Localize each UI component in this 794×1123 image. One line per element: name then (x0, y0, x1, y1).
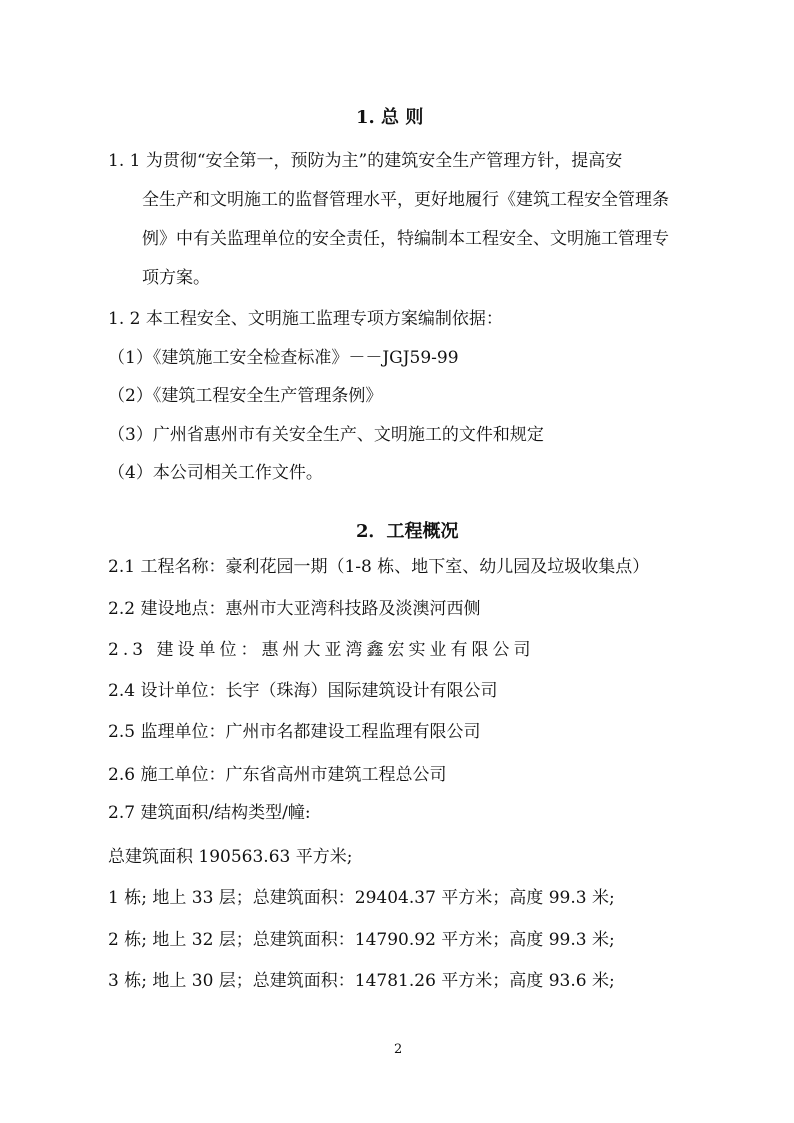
page-number: 2 (394, 1042, 403, 1057)
paragraph-1-2: 1. 2 本工程安全、文明施工监理专项方案编制依据： (108, 309, 503, 329)
overview-item-2-2: 2.2 建设地点：惠州市大亚湾科技路及淡澳河西侧 (108, 599, 481, 619)
overview-item-2-5: 2.5 监理单位：广州市名都建设工程监理有限公司 (108, 722, 481, 742)
section-1-heading: 1. 总 则 (356, 107, 424, 128)
overview-item-2-7: 2.7 建筑面积/结构类型/幢: (108, 803, 311, 823)
basis-item-4: （4）本公司相关工作文件。 (108, 463, 323, 483)
paragraph-1-1-line-1: 1. 1 为贯彻“安全第一，预防为主”的建筑安全生产管理方针，提高安 (108, 151, 623, 171)
paragraph-1-1-line-3: 例》中有关监理单位的安全责任，特编制本工程安全、文明施工管理专 (142, 229, 669, 249)
overview-item-2-1: 2.1 工程名称：豪利花园一期（1-8 栋、地下室、幼儿园及垃圾收集点） (108, 557, 650, 577)
basis-item-1: （1）《建筑施工安全检查标准》－－JGJ59-99 (108, 348, 459, 368)
overview-item-2-4: 2.4 设计单位：长宇（珠海）国际建筑设计有限公司 (108, 681, 498, 701)
basis-item-3: （3）广州省惠州市有关安全生产、文明施工的文件和规定 (108, 425, 544, 445)
overview-item-2-6: 2.6 施工单位：广东省高州市建筑工程总公司 (108, 765, 447, 785)
building-row: 2 栋; 地上 32 层；总建筑面积：14790.92 平方米；高度 99.3 米; (108, 930, 615, 950)
overview-item-2-3: 2.3 建设单位：惠州大亚湾鑫宏实业有限公司 (108, 640, 535, 660)
building-row: 1 栋; 地上 33 层；总建筑面积：29404.37 平方米；高度 99.3 米; (108, 888, 615, 908)
section-2-heading: 2．工程概况 (356, 521, 459, 542)
building-row: 3 栋; 地上 30 层；总建筑面积：14781.26 平方米；高度 93.6 米; (108, 971, 615, 991)
total-area: 总建筑面积 190563.63 平方米; (108, 847, 353, 867)
paragraph-1-1-line-2: 全生产和文明施工的监督管理水平，更好地履行《建筑工程安全管理条 (142, 190, 669, 210)
basis-item-2: （2）《建筑工程安全生产管理条例》 (108, 386, 383, 406)
paragraph-1-1-line-4: 项方案。 (142, 268, 210, 288)
